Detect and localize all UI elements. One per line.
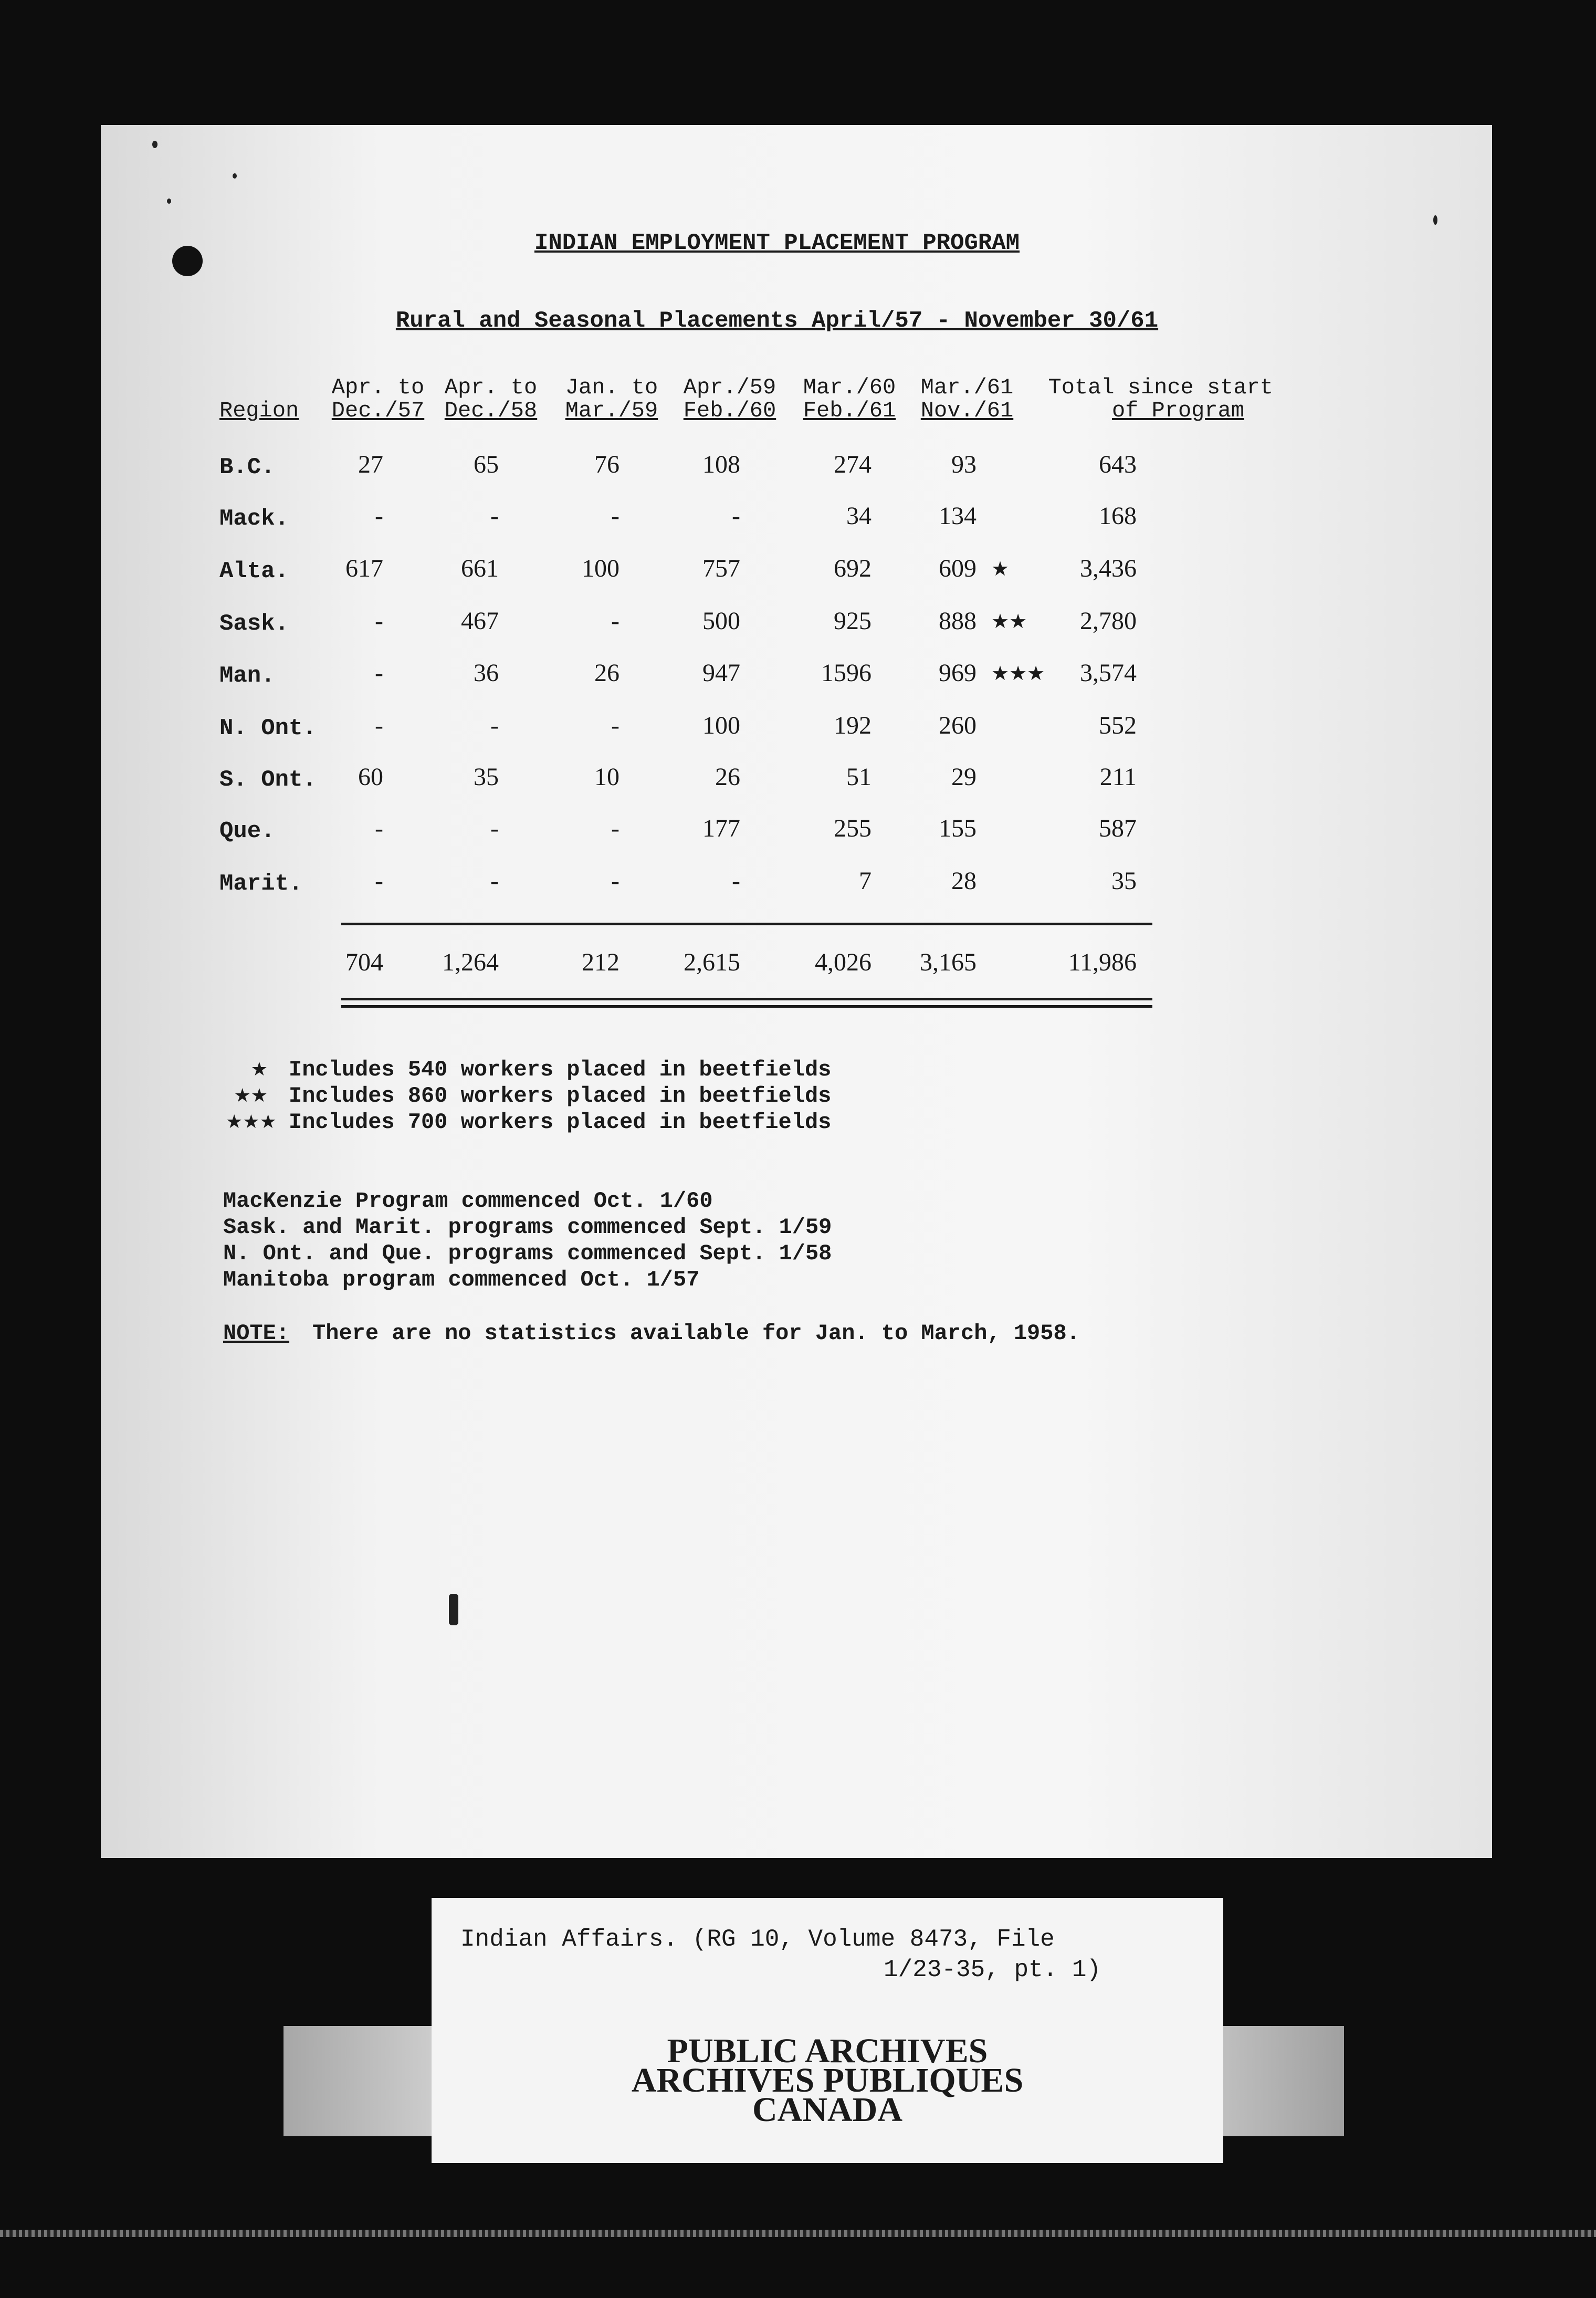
value-cell: 500 (702, 607, 740, 635)
total-value-cell: 4,026 (815, 948, 872, 976)
beetfield-star-icon: ★★ (991, 610, 1027, 633)
col-header-4 (677, 376, 782, 422)
region-cell: S. Ont. (219, 767, 317, 793)
footnote-text: Includes 540 workers placed in beetfields (289, 1057, 832, 1082)
value-cell: - (611, 712, 620, 739)
program-note: N. Ont. and Que. programs commenced Sept. 1/58 (223, 1241, 832, 1266)
archive-reference-line1: Indian Affairs. (RG 10, Volume 8473, File (460, 1926, 1055, 1953)
col-header-line2: Mar./59 (565, 398, 658, 423)
document-page (101, 125, 1492, 1858)
col-header-region (219, 399, 299, 422)
value-cell: 36 (474, 659, 499, 687)
value-cell: 100 (702, 712, 740, 739)
value-cell: 29 (951, 763, 976, 791)
speck (1433, 215, 1437, 225)
col-header-line2: of Program (1111, 398, 1244, 423)
speck (167, 199, 171, 204)
total-cell: 587 (1099, 814, 1137, 842)
value-cell: - (490, 712, 499, 739)
col-header-line2: Dec./57 (331, 398, 425, 423)
value-cell: 108 (702, 451, 740, 478)
value-cell: 7 (859, 867, 872, 895)
double-rule-top (341, 998, 1152, 1000)
region-header: Region (219, 398, 299, 423)
col-header-line1: Jan. to (565, 375, 658, 400)
region-cell: Marit. (219, 871, 303, 897)
region-cell: Mack. (219, 506, 289, 532)
value-cell: 51 (846, 763, 872, 791)
value-cell: - (611, 814, 620, 842)
program-note: Manitoba program commenced Oct. 1/57 (223, 1267, 700, 1292)
value-cell: - (611, 502, 620, 530)
col-header-line2: Feb./61 (803, 398, 896, 423)
row-stars (982, 503, 991, 530)
document-title: INDIAN EMPLOYMENT PLACEMENT PROGRAM (534, 230, 1020, 256)
col-header-6 (915, 376, 1020, 422)
value-cell: 26 (594, 659, 620, 687)
total-value-cell: 2,615 (684, 948, 740, 976)
region-cell: N. Ont. (219, 715, 317, 741)
col-header-line1: Mar./60 (803, 375, 896, 400)
value-cell: - (611, 607, 620, 635)
total-cell: 3,574 (1080, 659, 1137, 687)
value-cell: 888 (939, 607, 976, 635)
row-stars (982, 868, 991, 895)
value-cell: 260 (939, 712, 976, 739)
speck (233, 173, 237, 179)
value-cell: - (490, 867, 499, 895)
archive-reference (460, 1924, 1101, 1985)
value-cell: 969 (939, 659, 976, 687)
program-note: Sask. and Marit. programs commenced Sept. 1/59 (223, 1215, 832, 1240)
value-cell: 192 (834, 712, 872, 739)
col-header-line1: Apr. to (444, 375, 538, 400)
footnote-star-icon: ★ (250, 1059, 268, 1080)
value-cell: 661 (461, 555, 499, 582)
value-cell: - (490, 502, 499, 530)
document-subtitle: Rural and Seasonal Placements April/57 - November 30/61 (395, 308, 1159, 334)
col-header-line1: Mar./61 (920, 375, 1014, 400)
total-value-cell: 3,165 (920, 948, 976, 976)
value-cell: 134 (939, 502, 976, 530)
archive-stamp-line2: ARCHIVES PUBLIQUES (631, 2061, 1024, 2099)
value-cell: 93 (951, 451, 976, 478)
archive-stamp-line3: CANADA (752, 2091, 902, 2129)
value-cell: 76 (594, 451, 620, 478)
value-cell: - (611, 867, 620, 895)
value-cell: - (375, 502, 383, 530)
col-header-line1: Apr./59 (683, 375, 776, 400)
total-value-cell: 212 (582, 948, 620, 976)
col-header-1 (326, 376, 430, 422)
row-stars (982, 713, 991, 740)
total-cell: 643 (1099, 451, 1137, 478)
col-header-line2: Feb./60 (683, 398, 776, 423)
total-value-cell: 1,264 (442, 948, 499, 976)
value-cell: 925 (834, 607, 872, 635)
beetfield-star-icon: ★★★ (991, 662, 1045, 685)
grand-total-cell: 11,986 (1068, 948, 1137, 976)
value-cell: 757 (702, 555, 740, 582)
program-note: MacKenzie Program commenced Oct. 1/60 (223, 1188, 713, 1214)
value-cell: 28 (951, 867, 976, 895)
total-cell: 552 (1099, 712, 1137, 739)
value-cell: 10 (594, 763, 620, 791)
value-cell: 60 (358, 763, 383, 791)
note-label: NOTE: (223, 1321, 290, 1346)
value-cell: - (732, 502, 740, 530)
value-cell: 27 (358, 451, 383, 478)
value-cell: - (732, 867, 740, 895)
total-cell: 3,436 (1080, 555, 1137, 582)
col-header-line2: Dec./58 (444, 398, 538, 423)
double-rule-bottom (341, 1005, 1152, 1008)
col-header-line2: Nov./61 (920, 398, 1014, 423)
value-cell: 467 (461, 607, 499, 635)
col-header-2 (438, 376, 543, 422)
value-cell: 617 (345, 555, 383, 582)
footnote-text: Includes 860 workers placed in beetfields (289, 1083, 832, 1109)
value-cell: 947 (702, 659, 740, 687)
row-stars (982, 816, 991, 843)
total-cell: 2,780 (1080, 607, 1137, 635)
speck (152, 141, 158, 148)
footnote-star-icon: ★★★ (226, 1111, 277, 1133)
value-cell: - (375, 867, 383, 895)
value-cell: - (490, 814, 499, 842)
value-cell: 35 (474, 763, 499, 791)
ink-mark (449, 1594, 458, 1625)
value-cell: 692 (834, 555, 872, 582)
value-cell: 26 (715, 763, 740, 791)
row-stars (982, 556, 1009, 583)
footnote-text: Includes 700 workers placed in beetfields (289, 1110, 832, 1135)
value-cell: 255 (834, 814, 872, 842)
region-cell: Que. (219, 818, 275, 844)
region-cell: Alta. (219, 558, 289, 584)
region-cell: Sask. (219, 611, 289, 637)
value-cell: - (375, 659, 383, 687)
totals-rule (341, 923, 1152, 925)
film-edge (0, 2230, 1596, 2237)
col-header-line1: Total since start (1048, 375, 1273, 400)
value-cell: - (375, 814, 383, 842)
col-header-3 (559, 376, 664, 422)
col-header-line1: Apr. to (331, 375, 425, 400)
total-cell: 211 (1099, 763, 1137, 791)
total-value-cell: 704 (345, 948, 383, 976)
total-cell: 35 (1111, 867, 1137, 895)
col-header-total (1037, 376, 1273, 422)
value-cell: - (375, 712, 383, 739)
note-text: There are no statistics available for Jan. to March, 1958. (312, 1321, 1080, 1346)
value-cell: 177 (702, 814, 740, 842)
note-line (223, 1320, 1080, 1346)
footnote-star-icon: ★★ (234, 1085, 268, 1106)
value-cell: 34 (846, 502, 872, 530)
value-cell: 609 (939, 555, 976, 582)
row-stars (982, 452, 991, 479)
archive-reference-line2: 1/23-35, pt. 1) (884, 1956, 1101, 1983)
total-cell: 168 (1099, 502, 1137, 530)
value-cell: 1596 (821, 659, 872, 687)
beetfield-star-icon: ★ (991, 557, 1010, 580)
col-header-5 (797, 376, 902, 422)
value-cell: 100 (582, 555, 620, 582)
row-stars (982, 764, 991, 791)
archive-label-card (432, 1898, 1223, 2163)
region-cell: B.C. (219, 454, 275, 481)
value-cell: 274 (834, 451, 872, 478)
value-cell: - (375, 607, 383, 635)
value-cell: 155 (939, 814, 976, 842)
archive-stamp-line1: PUBLIC ARCHIVES (667, 2032, 988, 2070)
value-cell: 65 (474, 451, 499, 478)
region-cell: Man. (219, 663, 275, 689)
